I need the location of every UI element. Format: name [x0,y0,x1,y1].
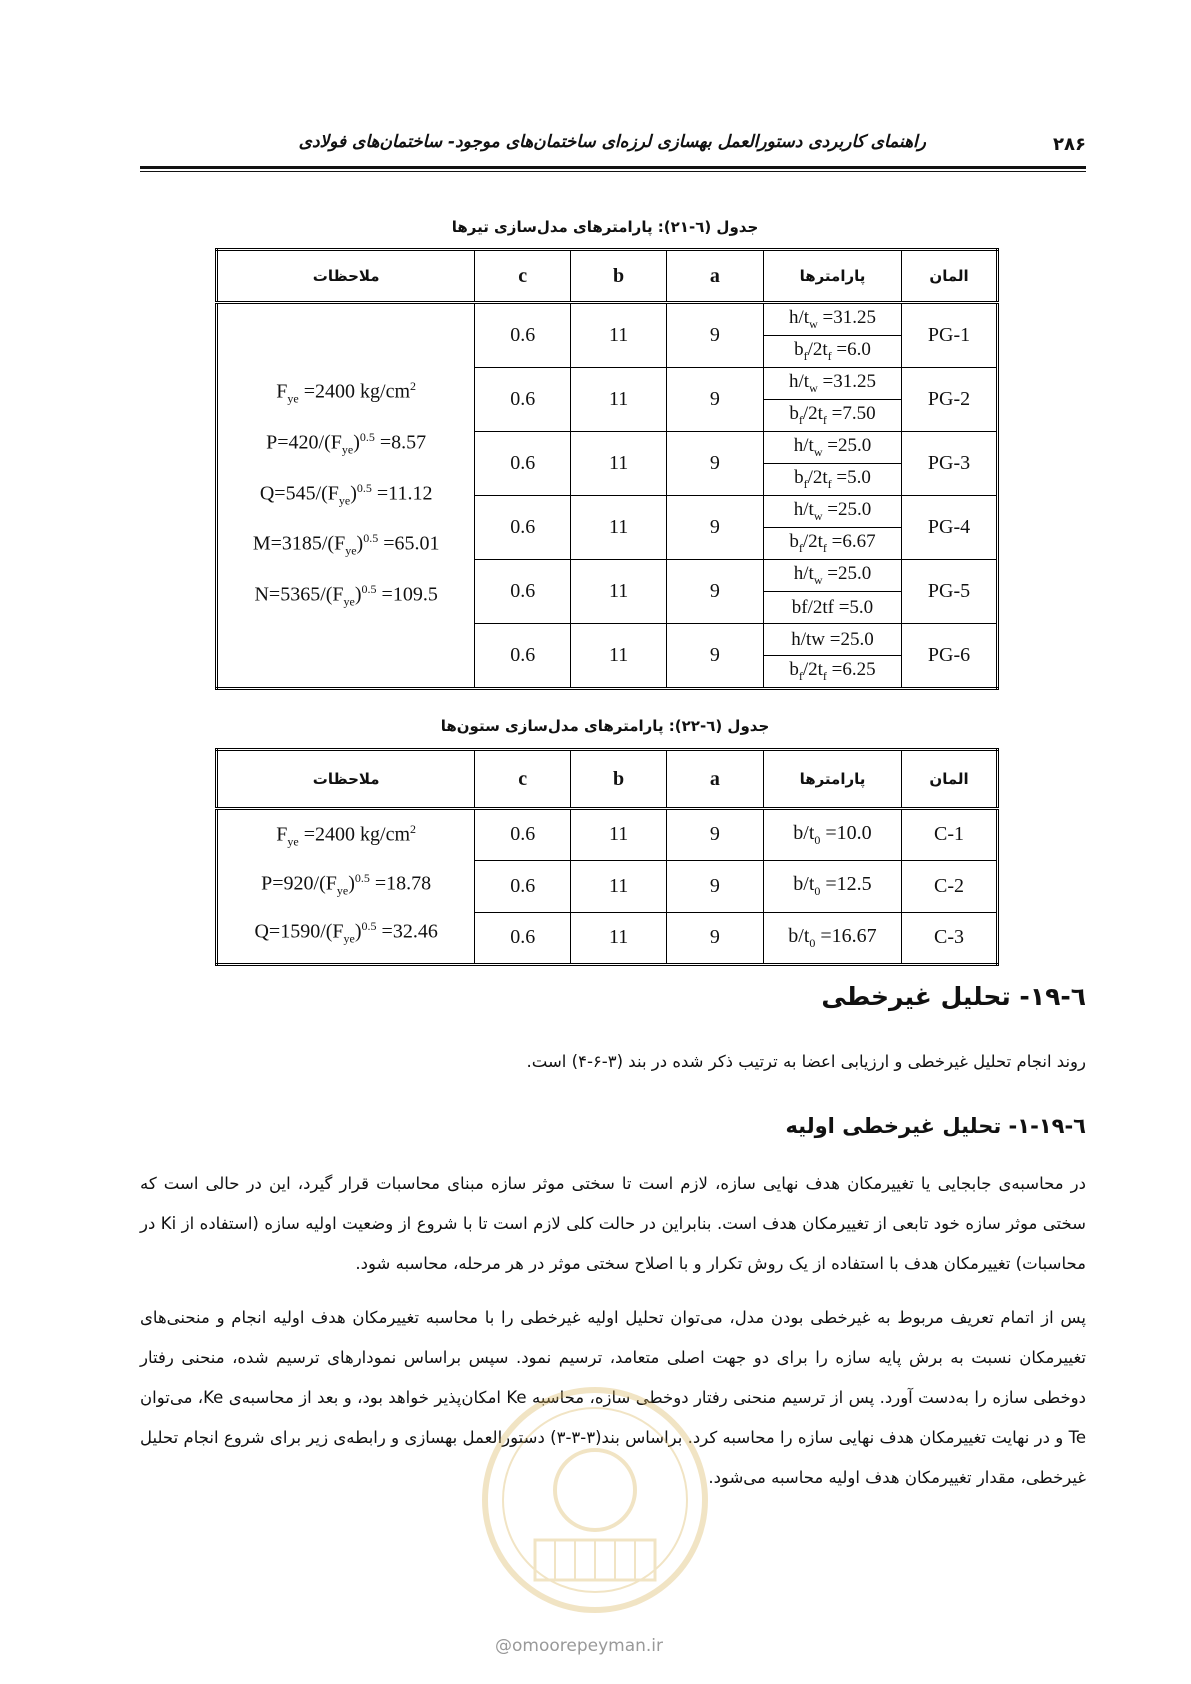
header-rule-thick [140,166,1086,169]
note-n: $N=5365/(F_{ye})^{0.5} =109.5$ [254,581,438,609]
cell-b: 11 [571,809,667,861]
cell-c: 0.6 [475,809,571,861]
paragraph-1: در محاسبه‌ی جابجایی یا تغییرمکان هدف نهایی سازه، لازم است تا سختی موثر سازه مبنای محاسبات قرار گیرد، این در حالی است که سختی موثر سازه خود تابعی از تغییرمکان هدف است. بنابراین در حالت کلی لازم است تا با شروع از وضعیت اولیه سازه (استفاده از Ki در محاسبات) تغییرمکان هدف با استفاده از یک روش تکرار و با اصلاح سختی موثر در هر مرحله، محاسبه شود. [140,1174,1086,1273]
cell-element: PG-6 [902,624,998,689]
cell-param-1: $h/t_w =31.25$ [763,303,901,336]
note-q: $Q=1590/(F_{ye})^{0.5} =32.46$ [254,919,438,946]
cell-param-2: $b_f/2t_f =6.0$ [763,336,901,368]
note-fye: $F_{ye} =2400$ $kg/cm^2$ [276,379,417,407]
cell-a: 9 [667,303,764,368]
cell-a: 9 [667,624,764,689]
cell-param-1: h/tw =25.0 [763,624,901,656]
header-params: پارامترها [763,750,901,809]
page-header [140,128,1086,168]
header-element: المان [902,250,998,303]
cell-param: $b/t_0 =16.67$ [763,912,901,964]
page-number: ۲۸۶ [1053,134,1086,155]
cell-a: 9 [667,809,764,861]
watermark-site: @omoorepeyman.ir [495,1636,664,1656]
header-c: c [475,250,571,303]
beam-params-table [215,248,999,690]
cell-element: C-2 [902,860,998,912]
header-b: b [571,250,667,303]
cell-param-2: $b_f/2t_f =7.50$ [763,400,901,432]
note-q: $Q=545/(F_{ye})^{0.5} =11.12$ [259,480,433,508]
cell-param-2: bf/2tf =5.0 [763,592,901,624]
cell-c: 0.6 [475,560,571,624]
section-heading: ٦-١٩- تحلیل غیرخطی [821,982,1086,1011]
header-notes: ملاحظات [217,750,475,809]
cell-b: 11 [571,912,667,964]
cell-element: PG-2 [902,368,998,432]
cell-c: 0.6 [475,912,571,964]
notes-cell [217,303,475,689]
cell-param: $b/t_0 =10.0$ [763,809,901,861]
cell-param: $b/t_0 =12.5$ [763,860,901,912]
header-b: b [571,750,667,809]
cell-param-1: $h/t_w =31.25$ [763,368,901,400]
cell-b: 11 [571,860,667,912]
cell-a: 9 [667,368,764,432]
cell-c: 0.6 [475,368,571,432]
cell-b: 11 [571,496,667,560]
cell-param-1: $h/t_w =25.0$ [763,432,901,464]
table-row [217,809,998,861]
cell-c: 0.6 [475,496,571,560]
table-row [217,303,998,336]
header-rule-thin [140,171,1086,172]
cell-a: 9 [667,496,764,560]
header-element: المان [902,750,998,809]
cell-element: C-1 [902,809,998,861]
header-a: a [667,750,764,809]
header-notes: ملاحظات [217,250,475,303]
intro-paragraph: روند انجام تحلیل غیرخطی و ارزیابی اعضا به ترتیب ذکر شده در بند (٣-۶-۴) است. [526,1052,1086,1071]
cell-a: 9 [667,860,764,912]
cell-b: 11 [571,560,667,624]
cell-element: PG-3 [902,432,998,496]
cell-c: 0.6 [475,624,571,689]
cell-param-2: $b_f/2t_f =6.67$ [763,528,901,560]
notes-cell [217,809,475,965]
note-fye: $F_{ye} =2400$ $kg/cm^2$ [276,822,417,849]
column-params-table [215,748,999,966]
cell-a: 9 [667,912,764,964]
cell-a: 9 [667,560,764,624]
table-header-row [217,750,998,809]
subsection-heading: ٦-١٩-١- تحلیل غیرخطی اولیه [785,1114,1086,1138]
note-p: $P=420/(F_{ye})^{0.5} =8.57$ [266,430,427,457]
note-m: $M=3185/(F_{ye})^{0.5} =65.01$ [252,531,440,558]
table2-caption: جدول (٦-٢٢): پارامترهای مدل‌سازی ستون‌ها [440,717,770,735]
header-a: a [667,250,764,303]
cell-param-1: $h/t_w =25.0$ [763,496,901,528]
running-title: راهنمای کاربردی دستورالعمل بهسازی لرزه‌ای ساختمان‌های موجود- ساختمان‌های فولادی [298,132,926,152]
header-params: پارامترها [763,250,901,303]
cell-element: PG-5 [902,560,998,624]
cell-param-1: $h/t_w =25.0$ [763,560,901,592]
note-p: $P=920/(F_{ye})^{0.5} =18.78$ [261,870,432,898]
cell-c: 0.6 [475,432,571,496]
seal-watermark-icon [475,1380,715,1620]
cell-param-2: $b_f/2t_f =6.25$ [763,656,901,689]
cell-element: C-3 [902,912,998,964]
table-header-row [217,250,998,303]
cell-b: 11 [571,303,667,368]
table1-caption: جدول (٦-٢١): پارامترهای مدل‌سازی تیرها [451,218,759,236]
cell-b: 11 [571,368,667,432]
cell-b: 11 [571,624,667,689]
cell-element: PG-1 [902,303,998,368]
header-c: c [475,750,571,809]
cell-element: PG-4 [902,496,998,560]
cell-a: 9 [667,432,764,496]
paragraph-2: پس از اتمام تعریف مربوط به غیرخطی بودن مدل، می‌توان تحلیل اولیه غیرخطی را با محاسبه تغییرمکان هدف اولیه انجام و منحنی‌های تغییرمکان نسبت به برش پایه سازه را برای دو جهت اصلی متعامد، ترسیم نمود. سپس براساس نمودارهای ترسیم شده، منحنی رفتار دوخطی سازه را به‌دست آورد. پس از ترسیم منحنی رفتار دوخطی سازه، محاسبه Ke امکان‌پذیر خواهد بود، و بعد از محاسبه‌ی Ke، می‌توان Te و در نهایت تغییرمکان هدف نهایی سازه را محاسبه کرد. براساس بند(٣-٣-٣) دستورالعمل بهسازی و رابطه‌ی زیر برای شروع انجام تحلیل غیرخطی، مقدار تغییرمکان هدف اولیه محاسبه می‌شود. [140,1308,1086,1487]
cell-param-2: $b_f/2t_f =5.0$ [763,464,901,496]
cell-c: 0.6 [475,860,571,912]
cell-c: 0.6 [475,303,571,368]
cell-b: 11 [571,432,667,496]
